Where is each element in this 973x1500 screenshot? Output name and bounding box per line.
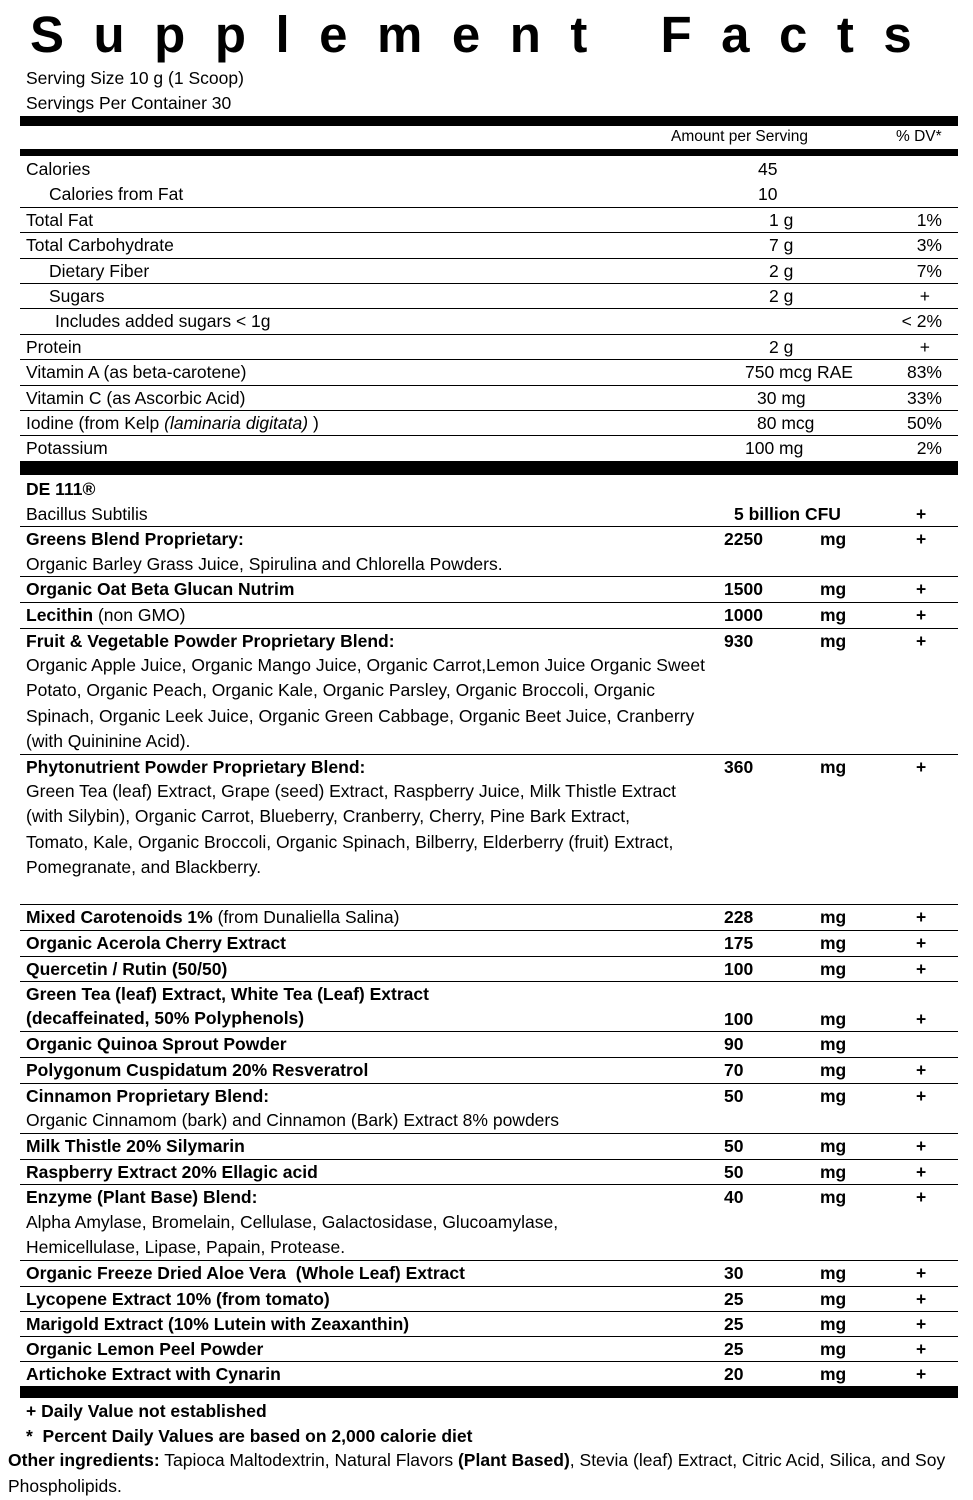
ingredient-row bbox=[20, 1032, 958, 1058]
ingredient-quantity: 50 bbox=[724, 1136, 744, 1156]
thick-divider bbox=[20, 116, 958, 126]
ingredient-name: Raspberry Extract 20% Ellagic acid bbox=[26, 1162, 318, 1182]
ingredient-name: Artichoke Extract with Cynarin bbox=[26, 1364, 281, 1384]
ingredient-unit: mg bbox=[820, 1086, 847, 1106]
ingredient-unit: mg bbox=[820, 605, 847, 625]
ingredient-name: Marigold Extract (10% Lutein with Zeaxanthin) bbox=[26, 1314, 410, 1334]
nutrient-row bbox=[20, 360, 958, 386]
ingredient-description: Green Tea (leaf) Extract, Grape (seed) Extract, Raspberry Juice, Milk Thistle Extract (with Silybin), Organic Carrot, Blueberry, Cranberry, Cherry, Pine Bark Extract, Tomato, Kale, Organic Broccoli, Organic Spinach, Bilberry, Elderberry (fruit) Extract, Pomegranate, and Blackberry. bbox=[26, 781, 676, 878]
ingredient-row bbox=[20, 1160, 958, 1185]
ingredient-unit: mg bbox=[820, 1162, 847, 1182]
ingredient-daily-value: + bbox=[916, 1086, 927, 1106]
footnote-not-established: + Daily Value not established bbox=[26, 1401, 267, 1421]
ingredient-daily-value: + bbox=[916, 1314, 927, 1334]
ingredient-unit: mg bbox=[820, 1364, 847, 1384]
ingredient-name: Bacillus Subtilis bbox=[26, 504, 148, 524]
ingredient-name: Fruit & Vegetable Powder Proprietary Blend: bbox=[26, 631, 395, 651]
ingredient-row bbox=[20, 905, 958, 931]
nutrient-amount: 2 g bbox=[769, 286, 794, 306]
nutrient-daily-value: 1% bbox=[916, 210, 942, 230]
ingredient-quantity: 360 bbox=[724, 757, 754, 777]
ingredient-name: Organic Quinoa Sprout Powder bbox=[26, 1034, 287, 1054]
other-ingredients-text-end: , Stevia (leaf) Extract, Citric Acid, Silica, and Soy Phospholipids. bbox=[8, 1450, 946, 1496]
nutrient-amount: 10 bbox=[758, 184, 778, 204]
ingredient-daily-value: + bbox=[916, 631, 927, 651]
nutrient-daily-value: 50% bbox=[906, 413, 942, 433]
ingredient-row bbox=[20, 1362, 958, 1386]
nutrient-daily-value: 7% bbox=[916, 261, 942, 281]
ingredient-row bbox=[20, 1134, 958, 1160]
ingredient-name-line-2: (decaffeinated, 50% Polyphenols) bbox=[26, 1008, 305, 1028]
nutrient-daily-value: 2% bbox=[916, 438, 942, 458]
ingredient-daily-value: + bbox=[916, 1339, 927, 1359]
ingredient-unit: mg bbox=[820, 1289, 847, 1309]
nutrient-row bbox=[20, 284, 958, 309]
ingredient-unit: mg bbox=[820, 1034, 847, 1054]
thick-divider bbox=[20, 149, 958, 156]
ingredient-quantity: 40 bbox=[724, 1187, 744, 1207]
ingredient-daily-value: + bbox=[916, 579, 927, 599]
nutrient-amount: 30 mg bbox=[757, 388, 806, 408]
ingredient-row bbox=[20, 1312, 958, 1337]
ingredient-name: Milk Thistle 20% Silymarin bbox=[26, 1136, 245, 1156]
ingredient-name: Organic Oat Beta Glucan Nutrim bbox=[26, 579, 295, 599]
ingredient-name-note: (non GMO) bbox=[93, 605, 186, 625]
ingredient-unit: mg bbox=[820, 757, 847, 777]
nutrient-row bbox=[20, 335, 958, 360]
nutrient-name: Total Carbohydrate bbox=[26, 235, 174, 255]
nutrient-name: Sugars bbox=[49, 286, 105, 306]
ingredient-daily-value: + bbox=[916, 1364, 927, 1384]
ingredient-row bbox=[20, 755, 958, 905]
ingredient-daily-value: + bbox=[916, 1136, 927, 1156]
nutrient-daily-value: < 2% bbox=[901, 311, 942, 331]
ingredient-row bbox=[20, 629, 958, 755]
nutrient-name-italic: (laminaria digitata) bbox=[164, 413, 309, 433]
ingredient-unit: mg bbox=[820, 1263, 847, 1283]
ingredient-name: Enzyme (Plant Base) Blend: bbox=[26, 1187, 258, 1207]
thick-divider bbox=[20, 1386, 958, 1398]
ingredient-name-bold: Mixed Carotenoids 1% bbox=[26, 907, 213, 927]
ingredient-name: Lycopene Extract 10% (from tomato) bbox=[26, 1289, 330, 1309]
nutrient-amount: 1 g bbox=[769, 210, 794, 230]
ingredient-quantity: 1000 bbox=[724, 605, 763, 625]
nutrient-name: Total Fat bbox=[26, 210, 94, 230]
ingredient-quantity: 2250 bbox=[724, 529, 763, 549]
ingredient-quantity: 100 bbox=[724, 1009, 754, 1029]
ingredient-name: Cinnamon Proprietary Blend: bbox=[26, 1086, 270, 1106]
ingredient-row bbox=[20, 1185, 958, 1261]
ingredient-name: Green Tea (leaf) Extract, White Tea (Leaf) Extract bbox=[26, 984, 429, 1004]
ingredient-quantity: 100 bbox=[724, 959, 754, 979]
ingredient-unit: mg bbox=[820, 959, 847, 979]
ingredient-unit: mg bbox=[820, 907, 847, 927]
ingredient-daily-value: + bbox=[916, 907, 927, 927]
ingredient-unit: mg bbox=[820, 1009, 847, 1029]
nutrient-amount: 80 mcg bbox=[757, 413, 815, 433]
daily-value-header: % DV* bbox=[896, 128, 942, 145]
nutrient-daily-value: 83% bbox=[906, 362, 942, 382]
nutrient-name bbox=[26, 411, 319, 436]
ingredient-name bbox=[26, 603, 185, 628]
ingredient-name: Organic Acerola Cherry Extract bbox=[26, 933, 287, 953]
ingredient-quantity: 25 bbox=[724, 1339, 744, 1359]
ingredient-row bbox=[20, 577, 958, 603]
nutrient-daily-value: 3% bbox=[916, 235, 942, 255]
other-ingredients-text: Tapioca Maltodextrin, Natural Flavors bbox=[159, 1450, 458, 1470]
serving-size: Serving Size 10 g (1 Scoop) bbox=[26, 68, 244, 88]
ingredient-description: Alpha Amylase, Bromelain, Cellulase, Galactosidase, Glucoamylase, Hemicellulase, Lipase, Papain, Protease. bbox=[26, 1212, 559, 1258]
ingredient-row bbox=[20, 931, 958, 957]
nutrient-daily-value: + bbox=[919, 286, 930, 306]
ingredient-daily-value: + bbox=[916, 757, 927, 777]
ingredient-quantity: 70 bbox=[724, 1060, 744, 1080]
ingredient-name bbox=[26, 905, 399, 930]
ingredient-row bbox=[20, 1058, 958, 1084]
ingredient-daily-value: + bbox=[916, 529, 927, 549]
amount-per-serving-header: Amount per Serving bbox=[671, 128, 808, 145]
ingredient-daily-value: + bbox=[916, 959, 927, 979]
ingredient-unit: mg bbox=[820, 1187, 847, 1207]
ingredient-unit: mg bbox=[820, 579, 847, 599]
ingredient-row bbox=[20, 502, 958, 527]
ingredient-daily-value: + bbox=[916, 605, 927, 625]
ingredient-row bbox=[20, 603, 958, 629]
nutrient-name: Dietary Fiber bbox=[49, 261, 150, 281]
nutrient-row bbox=[20, 259, 958, 284]
ingredient-description: Organic Apple Juice, Organic Mango Juice, Organic Carrot,Lemon Juice Organic Sweet Potato, Organic Peach, Organic Kale, Organic Parsley, Organic Broccoli, Organic Spinach, Organic Leek Juice, Organic Green Cabbage, Organic Beet Juice, Cranberry (with Quininine Acid). bbox=[26, 655, 705, 752]
nutrient-amount: 45 bbox=[758, 159, 778, 179]
nutrient-row bbox=[20, 157, 958, 182]
nutrient-row bbox=[20, 436, 958, 461]
ingredient-quantity: 930 bbox=[724, 631, 754, 651]
ingredient-row bbox=[20, 982, 958, 1032]
ingredient-unit: mg bbox=[820, 1060, 847, 1080]
ingredient-name: Greens Blend Proprietary: bbox=[26, 529, 244, 549]
nutrient-name: Calories bbox=[26, 159, 91, 179]
ingredient-quantity: 25 bbox=[724, 1314, 744, 1334]
thick-divider bbox=[20, 461, 958, 475]
supplement-facts-label bbox=[20, 0, 958, 1452]
ingredient-name: Quercetin / Rutin (50/50) bbox=[26, 959, 228, 979]
other-ingredients bbox=[8, 1447, 948, 1499]
ingredient-quantity: 1500 bbox=[724, 579, 763, 599]
ingredient-daily-value: + bbox=[916, 1060, 927, 1080]
ingredient-row bbox=[20, 1084, 958, 1134]
ingredient-description: Organic Barley Grass Juice, Spirulina and Chlorella Powders. bbox=[26, 554, 503, 574]
ingredient-row bbox=[20, 527, 958, 577]
ingredient-row bbox=[20, 1287, 958, 1312]
ingredient-name: Polygonum Cuspidatum 20% Resveratrol bbox=[26, 1060, 369, 1080]
ingredient-daily-value: + bbox=[916, 1263, 927, 1283]
label-title: Supplement Facts bbox=[30, 6, 942, 63]
ingredient-quantity: 175 bbox=[724, 933, 754, 953]
ingredient-unit: mg bbox=[820, 1314, 847, 1334]
ingredient-daily-value: + bbox=[916, 933, 927, 953]
nutrient-row bbox=[20, 208, 958, 233]
ingredient-daily-value: + bbox=[916, 1187, 927, 1207]
ingredient-quantity: 228 bbox=[724, 907, 754, 927]
nutrient-amount: 100 mg bbox=[745, 438, 804, 458]
nutrient-row bbox=[20, 386, 958, 411]
nutrient-name: Vitamin C (as Ascorbic Acid) bbox=[26, 388, 246, 408]
ingredient-name: Organic Freeze Dried Aloe Vera (Whole Leaf) Extract bbox=[26, 1263, 465, 1283]
ingredient-quantity: 5 billion CFU bbox=[734, 504, 841, 524]
ingredient-daily-value: + bbox=[916, 504, 927, 524]
nutrient-name: Potassium bbox=[26, 438, 108, 458]
ingredient-unit: mg bbox=[820, 631, 847, 651]
ingredient-quantity: 30 bbox=[724, 1263, 744, 1283]
ingredient-row bbox=[20, 1261, 958, 1287]
nutrient-name: Calories from Fat bbox=[49, 184, 184, 204]
nutrient-name: Includes added sugars < 1g bbox=[55, 311, 271, 331]
ingredient-name: Phytonutrient Powder Proprietary Blend: bbox=[26, 757, 366, 777]
ingredient-unit: mg bbox=[820, 529, 847, 549]
ingredient-unit: mg bbox=[820, 933, 847, 953]
nutrient-row bbox=[20, 233, 958, 259]
nutrient-name: Vitamin A (as beta-carotene) bbox=[26, 362, 247, 382]
ingredient-name-note: (from Dunaliella Salina) bbox=[212, 907, 400, 927]
ingredient-row bbox=[20, 1337, 958, 1362]
nutrient-name-text: Iodine (from Kelp bbox=[26, 413, 165, 433]
nutrient-amount: 2 g bbox=[769, 261, 794, 281]
ingredient-quantity: 50 bbox=[724, 1086, 744, 1106]
ingredient-daily-value: + bbox=[916, 1009, 927, 1029]
nutrient-name-end: ) bbox=[308, 413, 319, 433]
ingredient-daily-value: + bbox=[916, 1162, 927, 1182]
ingredient-daily-value: + bbox=[916, 1289, 927, 1309]
nutrient-daily-value: 33% bbox=[906, 388, 942, 408]
ingredient-quantity: 50 bbox=[724, 1162, 744, 1182]
ingredient-description: Organic Cinnamom (bark) and Cinnamon (Bark) Extract 8% powders bbox=[26, 1110, 559, 1130]
footnote-percent-dv: * Percent Daily Values are based on 2,000 calorie diet bbox=[26, 1426, 473, 1446]
nutrient-amount: 2 g bbox=[769, 337, 794, 357]
ingredient-quantity: 25 bbox=[724, 1289, 744, 1309]
nutrient-daily-value: + bbox=[919, 337, 930, 357]
ingredient-quantity: 20 bbox=[724, 1364, 744, 1384]
nutrient-amount: 750 mcg RAE bbox=[745, 362, 853, 382]
servings-per-container: Servings Per Container 30 bbox=[26, 93, 232, 113]
nutrient-row bbox=[20, 411, 958, 436]
ingredient-row bbox=[20, 957, 958, 982]
ingredient-name-bold: Lecithin bbox=[26, 605, 94, 625]
ingredient-quantity: 90 bbox=[724, 1034, 744, 1054]
nutrient-amount: 7 g bbox=[769, 235, 794, 255]
other-ingredients-label: Other ingredients: bbox=[8, 1450, 160, 1470]
ingredient-unit: mg bbox=[820, 1136, 847, 1156]
nutrient-name: Protein bbox=[26, 337, 82, 357]
ingredient-unit: mg bbox=[820, 1339, 847, 1359]
blend-heading: DE 111® bbox=[26, 479, 96, 499]
nutrient-row bbox=[20, 182, 958, 208]
nutrient-row bbox=[20, 309, 958, 335]
ingredient-name: Organic Lemon Peel Powder bbox=[26, 1339, 264, 1359]
other-ingredients-bold: (Plant Based) bbox=[457, 1450, 570, 1470]
